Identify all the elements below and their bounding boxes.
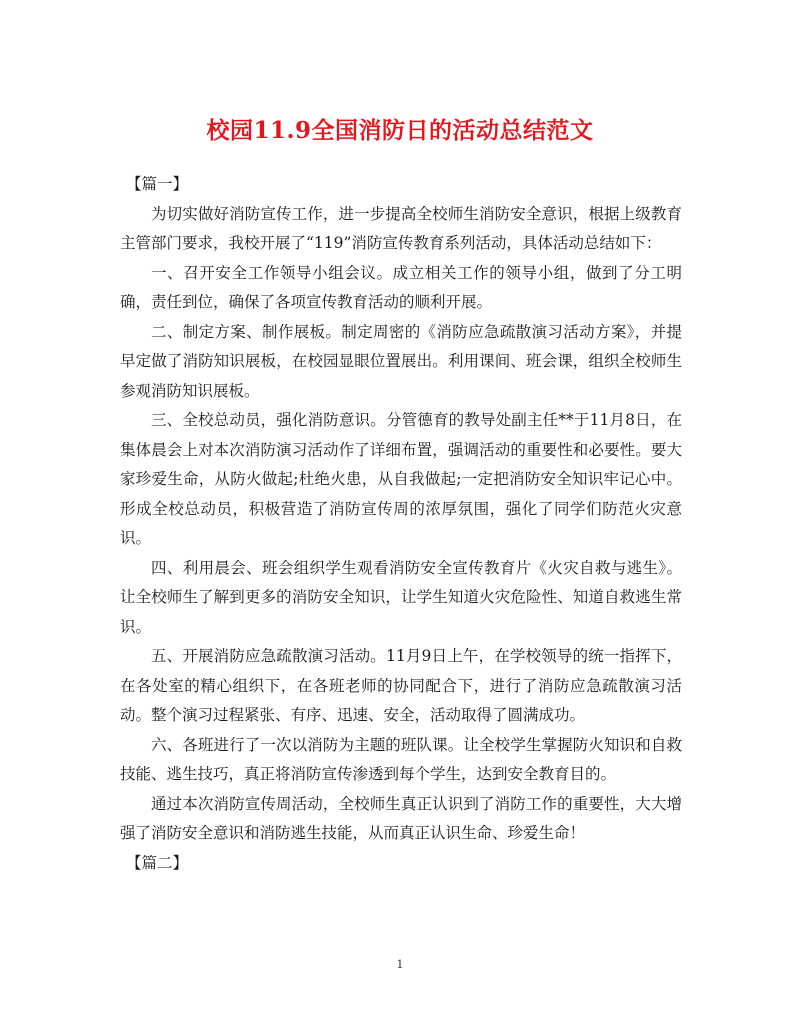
paragraph-item-3: 三、全校总动员，强化消防意识。分管德育的教导处副主任**于11月8日，在集体晨会上对本次消防演习活动作了详细布置，强调活动的重要性和必要性。要大家珍爱生命，从防火做起;杜绝火患，从自我做起;一定把消防安全知识牢记心中。形成全校总动员，积极营造了消防宣传周的浓厚氛围，强化了同学们防范火灾意识。 bbox=[120, 411, 682, 547]
document-title: 校园11.9全国消防日的活动总结范文 bbox=[206, 117, 594, 144]
paragraph-item-6: 六、各班进行了一次以消防为主题的班队课。让全校学生掌握防火知识和自救技能、逃生技巧，真正将消防宣传渗透到每个学生，达到安全教育目的。 bbox=[120, 735, 682, 783]
section-heading-2: 【篇二】 bbox=[126, 853, 189, 872]
page-number: 1 bbox=[396, 958, 404, 971]
paragraph-item-2: 二、制定方案、制作展板。制定周密的《消防应急疏散演习活动方案》，并提早定做了消防知识展板，在校园显眼位置展出。利用课间、班会课，组织全校师生参观消防知识展板。 bbox=[120, 322, 682, 400]
paragraph-item-5: 五、开展消防应急疏散演习活动。11月9日上午，在学校领导的统一指挥下，在各处室的精心组织下，在各班老师的协同配合下，进行了消防应急疏散演习活动。整个演习过程紧张、有序、迅速、安全，活动取得了圆满成功。 bbox=[120, 647, 682, 724]
paragraph-intro: 为切实做好消防宣传工作，进一步提高全校师生消防安全意识，根据上级教育主管部门要求，我校开展了“119”消防宣传教育系列活动，具体活动总结如下： bbox=[120, 204, 682, 252]
paragraph-conclusion: 通过本次消防宣传周活动，全校师生真正认识到了消防工作的重要性，大大增强了消防安全意识和消防逃生技能，从而真正认识生命、珍爱生命！ bbox=[120, 794, 682, 842]
section-heading-1: 【篇一】 bbox=[126, 175, 189, 193]
document-body bbox=[120, 170, 682, 878]
paragraph-item-1: 一、召开安全工作领导小组会议。成立相关工作的领导小组，做到了分工明确，责任到位，确保了各项宣传教育活动的顺利开展。 bbox=[120, 263, 682, 311]
paragraph-item-4: 四、利用晨会、班会组织学生观看消防安全宣传教育片《火灾自救与逃生》。让全校师生了解到更多的消防安全知识，让学生知道火灾危险性、知道自救逃生常识。 bbox=[120, 558, 682, 636]
